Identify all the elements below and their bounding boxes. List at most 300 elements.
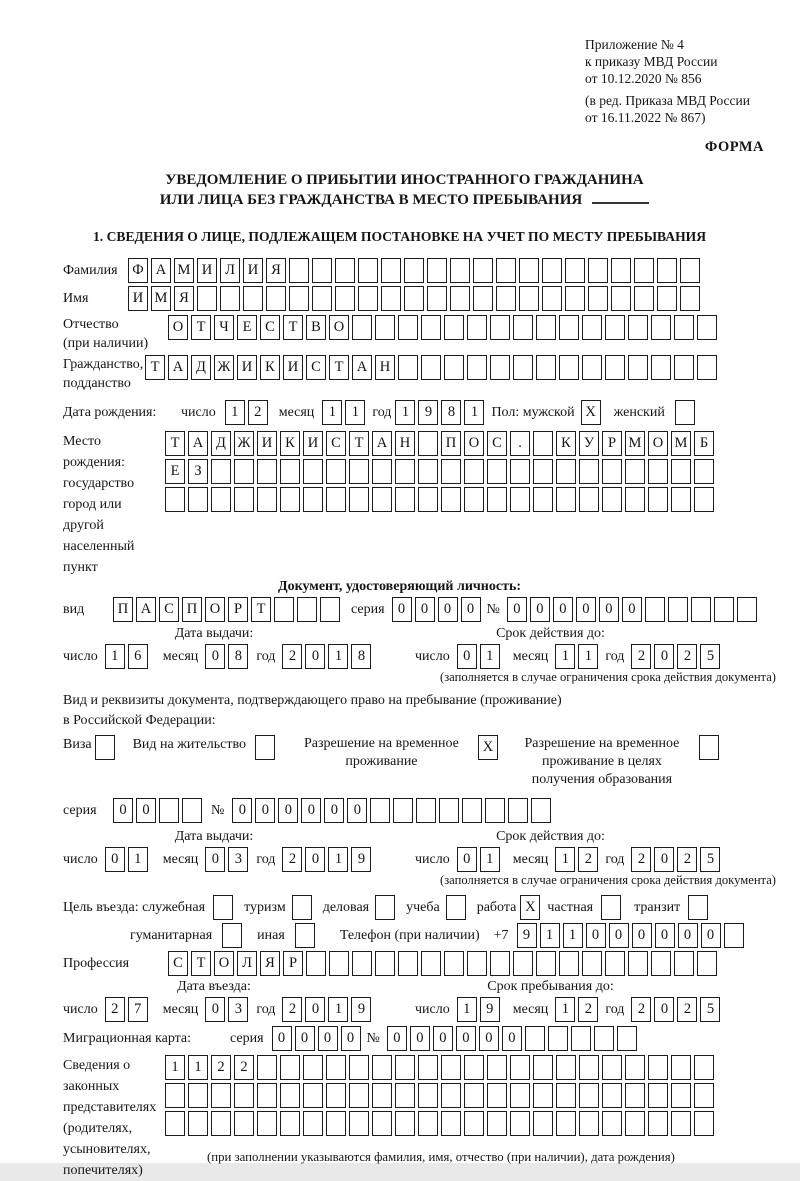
form-cell[interactable]	[257, 1111, 277, 1136]
form-cell[interactable]	[536, 355, 556, 380]
form-cell[interactable]	[697, 951, 717, 976]
form-cell[interactable]	[588, 258, 608, 283]
form-cell[interactable]: С	[487, 431, 507, 456]
form-cell[interactable]: К	[280, 431, 300, 456]
form-cell[interactable]: 0	[272, 1026, 292, 1051]
form-cell[interactable]: Т	[251, 597, 271, 622]
form-cell[interactable]	[651, 355, 671, 380]
form-cell[interactable]	[625, 1111, 645, 1136]
form-cell[interactable]	[510, 1111, 530, 1136]
form-cell[interactable]: 0	[347, 798, 367, 823]
form-cell[interactable]	[395, 1083, 415, 1108]
doc-valid-year-cells[interactable]	[631, 644, 723, 669]
form-cell[interactable]: 1	[322, 400, 342, 425]
form-cell[interactable]	[335, 286, 355, 311]
tourism-checkbox[interactable]	[292, 895, 315, 920]
profession-cells[interactable]	[168, 951, 720, 976]
form-cell[interactable]	[671, 1083, 691, 1108]
form-cell[interactable]	[303, 487, 323, 512]
form-cell[interactable]	[444, 315, 464, 340]
form-cell[interactable]: 6	[128, 644, 148, 669]
form-cell[interactable]	[372, 487, 392, 512]
form-cell[interactable]	[464, 1055, 484, 1080]
form-cell[interactable]	[694, 487, 714, 512]
form-cell[interactable]	[680, 258, 700, 283]
stay-month-cells[interactable]	[555, 997, 601, 1022]
form-cell[interactable]	[473, 258, 493, 283]
form-cell[interactable]: Е	[165, 459, 185, 484]
form-cell[interactable]	[714, 597, 734, 622]
form-cell[interactable]: 2	[631, 997, 651, 1022]
form-cell[interactable]: 0	[305, 997, 325, 1022]
form-cell[interactable]: 0	[433, 1026, 453, 1051]
form-cell[interactable]	[602, 459, 622, 484]
form-cell[interactable]	[349, 1111, 369, 1136]
humanitarian-checkbox[interactable]	[222, 923, 245, 948]
form-cell[interactable]	[211, 1083, 231, 1108]
form-cell[interactable]	[375, 951, 395, 976]
form-cell[interactable]	[404, 286, 424, 311]
form-cell[interactable]	[165, 487, 185, 512]
doc-issue-month-cells[interactable]	[205, 644, 251, 669]
form-cell[interactable]	[525, 1026, 545, 1051]
form-cell[interactable]: 1	[563, 923, 583, 948]
form-cell[interactable]: С	[326, 431, 346, 456]
form-cell[interactable]	[352, 951, 372, 976]
form-cell[interactable]	[697, 355, 717, 380]
birth-month-cells[interactable]	[322, 400, 368, 425]
form-cell[interactable]	[657, 286, 677, 311]
form-cell[interactable]: 0	[678, 923, 698, 948]
form-cell[interactable]: Я	[266, 258, 286, 283]
form-cell[interactable]	[439, 798, 459, 823]
doc-valid-day-cells[interactable]	[457, 644, 503, 669]
form-cell[interactable]: 2	[677, 847, 697, 872]
form-cell[interactable]	[648, 487, 668, 512]
form-cell[interactable]	[320, 597, 340, 622]
form-cell[interactable]	[427, 258, 447, 283]
form-cell[interactable]: Р	[283, 951, 303, 976]
form-cell[interactable]	[326, 487, 346, 512]
form-cell[interactable]: П	[182, 597, 202, 622]
form-cell[interactable]	[234, 1111, 254, 1136]
form-cell[interactable]: А	[352, 355, 372, 380]
form-cell[interactable]	[556, 1055, 576, 1080]
form-cell[interactable]: 1	[328, 847, 348, 872]
form-cell[interactable]: П	[441, 431, 461, 456]
form-cell[interactable]: И	[283, 355, 303, 380]
form-cell[interactable]	[510, 487, 530, 512]
female-checkbox[interactable]	[675, 400, 698, 425]
form-cell[interactable]	[634, 286, 654, 311]
form-cell[interactable]: 0	[461, 597, 481, 622]
birthplace-cells-row1[interactable]	[165, 431, 717, 456]
form-cell[interactable]	[280, 1111, 300, 1136]
form-cell[interactable]	[605, 315, 625, 340]
form-cell[interactable]: Т	[283, 315, 303, 340]
form-cell[interactable]: 5	[700, 847, 720, 872]
form-cell[interactable]: 0	[479, 1026, 499, 1051]
form-cell[interactable]	[565, 286, 585, 311]
form-cell[interactable]	[255, 735, 275, 760]
form-cell[interactable]: 2	[282, 847, 302, 872]
form-cell[interactable]: 2	[282, 997, 302, 1022]
form-cell[interactable]	[487, 487, 507, 512]
form-cell[interactable]: Д	[191, 355, 211, 380]
form-cell[interactable]: 0	[599, 597, 619, 622]
form-cell[interactable]: Я	[260, 951, 280, 976]
permit-series-cells[interactable]	[113, 798, 205, 823]
form-cell[interactable]	[358, 258, 378, 283]
form-cell[interactable]	[625, 1055, 645, 1080]
business-checkbox[interactable]	[375, 895, 398, 920]
form-cell[interactable]: 2	[248, 400, 268, 425]
form-cell[interactable]: 9	[351, 997, 371, 1022]
form-cell[interactable]: А	[136, 597, 156, 622]
form-cell[interactable]: О	[205, 597, 225, 622]
form-cell[interactable]	[188, 487, 208, 512]
representatives-cells-row1[interactable]	[165, 1055, 717, 1080]
representatives-cells-row3[interactable]	[165, 1111, 717, 1136]
form-cell[interactable]: Н	[375, 355, 395, 380]
form-cell[interactable]	[579, 1111, 599, 1136]
form-cell[interactable]	[303, 459, 323, 484]
form-cell[interactable]	[674, 951, 694, 976]
form-cell[interactable]	[602, 1111, 622, 1136]
form-cell[interactable]	[531, 798, 551, 823]
form-cell[interactable]: 0	[392, 597, 412, 622]
form-cell[interactable]	[694, 1083, 714, 1108]
other-checkbox[interactable]	[295, 923, 318, 948]
form-cell[interactable]	[220, 286, 240, 311]
work-checkbox[interactable]	[520, 895, 543, 920]
form-cell[interactable]: 1	[555, 997, 575, 1022]
form-cell[interactable]	[651, 951, 671, 976]
form-cell[interactable]: 1	[555, 847, 575, 872]
form-cell[interactable]	[326, 1055, 346, 1080]
form-cell[interactable]	[395, 459, 415, 484]
form-cell[interactable]: 1	[128, 847, 148, 872]
form-cell[interactable]: 8	[228, 644, 248, 669]
form-cell[interactable]	[634, 258, 654, 283]
form-cell[interactable]	[335, 258, 355, 283]
form-cell[interactable]	[372, 1055, 392, 1080]
form-cell[interactable]	[617, 1026, 637, 1051]
form-cell[interactable]	[329, 951, 349, 976]
form-cell[interactable]	[370, 798, 390, 823]
form-cell[interactable]	[691, 597, 711, 622]
form-cell[interactable]	[582, 951, 602, 976]
form-cell[interactable]	[441, 1083, 461, 1108]
form-cell[interactable]	[358, 286, 378, 311]
form-cell[interactable]	[487, 1055, 507, 1080]
form-cell[interactable]	[165, 1083, 185, 1108]
doc-series-cells[interactable]	[392, 597, 484, 622]
form-cell[interactable]	[381, 258, 401, 283]
form-cell[interactable]: 0	[324, 798, 344, 823]
form-cell[interactable]	[680, 286, 700, 311]
form-cell[interactable]	[450, 286, 470, 311]
form-cell[interactable]	[292, 895, 312, 920]
form-cell[interactable]: 7	[128, 997, 148, 1022]
form-cell[interactable]: 0	[632, 923, 652, 948]
form-cell[interactable]: 0	[655, 923, 675, 948]
form-cell[interactable]	[671, 487, 691, 512]
form-cell[interactable]	[257, 1055, 277, 1080]
form-cell[interactable]	[418, 1083, 438, 1108]
form-cell[interactable]: Ф	[128, 258, 148, 283]
form-cell[interactable]	[485, 798, 505, 823]
form-cell[interactable]	[349, 1055, 369, 1080]
form-cell[interactable]	[395, 487, 415, 512]
form-cell[interactable]: М	[174, 258, 194, 283]
representatives-cells-row2[interactable]	[165, 1083, 717, 1108]
form-cell[interactable]	[375, 895, 395, 920]
form-cell[interactable]	[671, 1055, 691, 1080]
form-cell[interactable]: 9	[351, 847, 371, 872]
form-cell[interactable]: 1	[105, 644, 125, 669]
transit-checkbox[interactable]	[688, 895, 711, 920]
form-cell[interactable]	[462, 798, 482, 823]
form-cell[interactable]	[182, 798, 202, 823]
form-cell[interactable]	[421, 315, 441, 340]
form-cell[interactable]	[211, 1111, 231, 1136]
form-cell[interactable]: 2	[631, 644, 651, 669]
form-cell[interactable]: 2	[105, 997, 125, 1022]
form-cell[interactable]	[280, 459, 300, 484]
form-cell[interactable]: 9	[418, 400, 438, 425]
form-cell[interactable]: 0	[457, 644, 477, 669]
form-cell[interactable]: 2	[234, 1055, 254, 1080]
form-cell[interactable]: Д	[211, 431, 231, 456]
form-cell[interactable]: 2	[631, 847, 651, 872]
form-cell[interactable]: М	[671, 431, 691, 456]
form-cell[interactable]	[326, 1083, 346, 1108]
form-cell[interactable]	[559, 951, 579, 976]
form-cell[interactable]: А	[372, 431, 392, 456]
form-cell[interactable]	[295, 923, 315, 948]
form-cell[interactable]	[548, 1026, 568, 1051]
doc-number-cells[interactable]	[507, 597, 760, 622]
form-cell[interactable]	[628, 315, 648, 340]
form-cell[interactable]	[513, 315, 533, 340]
form-cell[interactable]	[222, 923, 242, 948]
form-cell[interactable]	[280, 487, 300, 512]
form-cell[interactable]	[605, 951, 625, 976]
form-cell[interactable]	[257, 487, 277, 512]
form-cell[interactable]: 0	[295, 1026, 315, 1051]
form-cell[interactable]	[648, 1055, 668, 1080]
form-cell[interactable]: Л	[220, 258, 240, 283]
form-cell[interactable]	[464, 1083, 484, 1108]
form-cell[interactable]: Р	[602, 431, 622, 456]
form-cell[interactable]: 0	[576, 597, 596, 622]
doc-issue-day-cells[interactable]	[105, 644, 151, 669]
form-cell[interactable]: 0	[232, 798, 252, 823]
purpose-official-checkbox[interactable]	[213, 895, 236, 920]
form-cell[interactable]: З	[188, 459, 208, 484]
form-cell[interactable]	[556, 459, 576, 484]
form-cell[interactable]: О	[464, 431, 484, 456]
form-cell[interactable]	[513, 951, 533, 976]
form-cell[interactable]	[675, 400, 695, 425]
form-cell[interactable]	[467, 951, 487, 976]
form-cell[interactable]	[579, 459, 599, 484]
form-cell[interactable]: М	[151, 286, 171, 311]
form-cell[interactable]	[559, 315, 579, 340]
form-cell[interactable]	[349, 459, 369, 484]
form-cell[interactable]	[510, 1055, 530, 1080]
form-cell[interactable]	[234, 487, 254, 512]
temp-permit-checkbox[interactable]	[478, 735, 501, 760]
form-cell[interactable]	[668, 597, 688, 622]
form-cell[interactable]: 0	[622, 597, 642, 622]
form-cell[interactable]	[490, 951, 510, 976]
form-cell[interactable]	[533, 459, 553, 484]
form-cell[interactable]	[418, 487, 438, 512]
form-cell[interactable]	[648, 459, 668, 484]
form-cell[interactable]: 5	[700, 644, 720, 669]
form-cell[interactable]	[416, 798, 436, 823]
form-cell[interactable]	[694, 1111, 714, 1136]
form-cell[interactable]	[257, 459, 277, 484]
form-cell[interactable]: В	[306, 315, 326, 340]
birth-year-cells[interactable]	[395, 400, 487, 425]
form-cell[interactable]	[519, 286, 539, 311]
form-cell[interactable]: 1	[225, 400, 245, 425]
form-cell[interactable]: 0	[553, 597, 573, 622]
form-cell[interactable]	[326, 1111, 346, 1136]
form-cell[interactable]: Т	[191, 315, 211, 340]
form-cell[interactable]: И	[303, 431, 323, 456]
form-cell[interactable]	[602, 1083, 622, 1108]
form-cell[interactable]: 0	[438, 597, 458, 622]
form-cell[interactable]	[510, 1083, 530, 1108]
form-cell[interactable]: 0	[318, 1026, 338, 1051]
form-cell[interactable]: 0	[654, 644, 674, 669]
form-cell[interactable]	[559, 355, 579, 380]
form-cell[interactable]	[542, 286, 562, 311]
permit-number-cells[interactable]	[232, 798, 554, 823]
form-cell[interactable]: С	[168, 951, 188, 976]
form-cell[interactable]: 0	[654, 997, 674, 1022]
form-cell[interactable]: 3	[228, 997, 248, 1022]
form-cell[interactable]: 2	[677, 644, 697, 669]
permit-valid-month-cells[interactable]	[555, 847, 601, 872]
form-cell[interactable]	[441, 487, 461, 512]
form-cell[interactable]	[473, 286, 493, 311]
form-cell[interactable]	[487, 1111, 507, 1136]
form-cell[interactable]	[441, 1055, 461, 1080]
form-cell[interactable]: 5	[700, 997, 720, 1022]
form-cell[interactable]	[737, 597, 757, 622]
form-cell[interactable]	[211, 459, 231, 484]
form-cell[interactable]	[243, 286, 263, 311]
form-cell[interactable]: 8	[351, 644, 371, 669]
migration-series-cells[interactable]	[272, 1026, 364, 1051]
form-cell[interactable]	[427, 286, 447, 311]
form-cell[interactable]: 0	[609, 923, 629, 948]
form-cell[interactable]: Т	[349, 431, 369, 456]
form-cell[interactable]: Я	[174, 286, 194, 311]
form-cell[interactable]	[303, 1083, 323, 1108]
form-cell[interactable]: 0	[205, 644, 225, 669]
form-cell[interactable]	[628, 951, 648, 976]
form-cell[interactable]	[533, 1083, 553, 1108]
form-cell[interactable]	[95, 735, 115, 760]
form-cell[interactable]	[280, 1055, 300, 1080]
form-cell[interactable]: 2	[677, 997, 697, 1022]
form-cell[interactable]	[674, 315, 694, 340]
form-cell[interactable]	[487, 459, 507, 484]
form-cell[interactable]: 0	[586, 923, 606, 948]
form-cell[interactable]: Л	[237, 951, 257, 976]
form-cell[interactable]	[625, 1083, 645, 1108]
form-cell[interactable]	[450, 258, 470, 283]
permit-issue-year-cells[interactable]	[282, 847, 374, 872]
form-cell[interactable]: Т	[165, 431, 185, 456]
form-cell[interactable]: 1	[165, 1055, 185, 1080]
form-cell[interactable]: 0	[502, 1026, 522, 1051]
form-cell[interactable]	[579, 1083, 599, 1108]
form-cell[interactable]	[312, 258, 332, 283]
form-cell[interactable]: 0	[205, 997, 225, 1022]
form-cell[interactable]: 0	[278, 798, 298, 823]
form-cell[interactable]: 1	[480, 847, 500, 872]
name-cells[interactable]	[128, 286, 703, 311]
stay-year-cells[interactable]	[631, 997, 723, 1022]
form-cell[interactable]	[418, 431, 438, 456]
form-cell[interactable]	[306, 951, 326, 976]
permit-issue-month-cells[interactable]	[205, 847, 251, 872]
form-cell[interactable]: А	[151, 258, 171, 283]
form-cell[interactable]	[421, 951, 441, 976]
form-cell[interactable]: Р	[228, 597, 248, 622]
private-checkbox[interactable]	[601, 895, 624, 920]
form-cell[interactable]	[651, 315, 671, 340]
doc-valid-month-cells[interactable]	[555, 644, 601, 669]
permit-valid-day-cells[interactable]	[457, 847, 503, 872]
form-cell[interactable]	[602, 1055, 622, 1080]
birthplace-cells-row3[interactable]	[165, 487, 717, 512]
form-cell[interactable]	[303, 1055, 323, 1080]
form-cell[interactable]	[234, 1083, 254, 1108]
form-cell[interactable]: 0	[255, 798, 275, 823]
form-cell[interactable]: И	[197, 258, 217, 283]
form-cell[interactable]	[188, 1083, 208, 1108]
form-cell[interactable]	[496, 286, 516, 311]
form-cell[interactable]: М	[625, 431, 645, 456]
form-cell[interactable]	[694, 1055, 714, 1080]
form-cell[interactable]: 0	[136, 798, 156, 823]
form-cell[interactable]	[349, 487, 369, 512]
form-cell[interactable]	[266, 286, 286, 311]
form-cell[interactable]	[352, 315, 372, 340]
form-cell[interactable]: 0	[507, 597, 527, 622]
form-cell[interactable]: 1	[457, 997, 477, 1022]
form-cell[interactable]: Т	[191, 951, 211, 976]
form-cell[interactable]: 0	[341, 1026, 361, 1051]
form-cell[interactable]	[444, 355, 464, 380]
form-cell[interactable]	[625, 487, 645, 512]
doc-issue-year-cells[interactable]	[282, 644, 374, 669]
form-cell[interactable]	[628, 355, 648, 380]
form-cell[interactable]	[395, 1055, 415, 1080]
form-cell[interactable]	[582, 355, 602, 380]
form-cell[interactable]	[508, 798, 528, 823]
form-cell[interactable]	[393, 798, 413, 823]
form-cell[interactable]: 2	[211, 1055, 231, 1080]
